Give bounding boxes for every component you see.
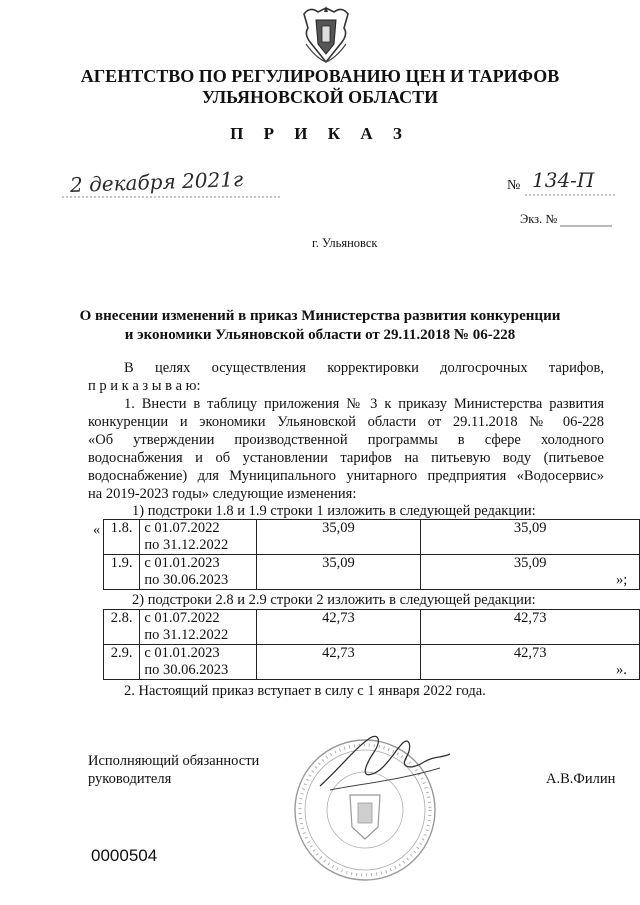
table2: [103, 609, 640, 680]
period-cell: [140, 645, 256, 680]
item1-last-line: на 2019-2023 годы» следующие изменения:: [88, 486, 357, 502]
table1-close-mark: »;: [616, 572, 628, 588]
subitem2-text: 2) подстроки 2.8 и 2.9 строки 2 изложить в следующей редакции:: [132, 592, 536, 608]
number-label: №: [507, 178, 521, 193]
row-number: 1.8.: [104, 520, 140, 555]
coat-of-arms-emblem: [296, 4, 356, 66]
period-to: по 30.06.2023: [144, 662, 229, 678]
tariff-value-1: 42,73: [256, 610, 421, 645]
copy-number-underline: [560, 224, 612, 228]
copy-number-label: Экз. №: [520, 212, 558, 226]
subject-line1: О внесении изменений в приказ Министерства развития конкуренции: [79, 308, 561, 324]
table-row: [104, 610, 640, 645]
period-cell: [140, 520, 256, 555]
period-to: по 31.12.2022: [144, 537, 229, 553]
serial-number: 0000504: [91, 846, 158, 865]
document-type-title: П Р И К А З: [230, 124, 410, 143]
tariff-value-2: 35,09: [421, 520, 640, 555]
signer-position-line1: Исполняющий обязанности: [88, 753, 260, 769]
tariff-value-2: 42,73: [421, 610, 640, 645]
tariff-value-1: 42,73: [256, 645, 421, 680]
period-from: с 01.07.2022: [144, 520, 220, 536]
row-number: 1.9.: [104, 555, 140, 590]
tariff-value-1: 35,09: [256, 555, 421, 590]
item1-line4: водоснабжения и об установлении тарифов на питьевую воду (питьевое: [88, 450, 604, 466]
table-row: [104, 645, 640, 680]
number-underline: [525, 193, 615, 197]
table-row: [104, 520, 640, 555]
tariff-value-2: 35,09: [421, 555, 640, 590]
date-underline: [62, 195, 282, 199]
document-number-handwritten: 134-П: [532, 168, 595, 192]
order-word: п р и к а з ы в а ю:: [88, 378, 201, 394]
row-number: 2.8.: [104, 610, 140, 645]
city: г. Ульяновск: [312, 236, 378, 250]
table2-close-mark: ».: [616, 662, 627, 678]
subject-line2: и экономики Ульяновской области от 29.11.2018 № 06-228: [124, 327, 516, 343]
item1-line5: водоснабжение) для Муниципального унитарного предприятия «Водосервис»: [88, 468, 604, 484]
preamble: В целях осуществления корректировки долгосрочных тарифов,: [124, 360, 604, 376]
item1-line2: конкуренции и экономики Ульяновской области от 29.11.2018 № 06-228: [88, 414, 604, 430]
handwritten-signature: [300, 728, 460, 798]
signer-position-line2: руководителя: [88, 771, 172, 787]
period-cell: [140, 610, 256, 645]
period-to: по 30.06.2023: [144, 572, 229, 588]
agency-name-line2: УЛЬЯНОВСКОЙ ОБЛАСТИ: [201, 87, 439, 107]
document-date-handwritten: 2 декабря 2021г: [69, 166, 244, 198]
period-from: с 01.01.2023: [144, 645, 220, 661]
signer-name: А.В.Филин: [546, 771, 616, 787]
item1-line1: 1. Внести в таблицу приложения № 3 к приказу Министерства развития: [124, 396, 604, 412]
table-row: [104, 555, 640, 590]
period-cell: [140, 555, 256, 590]
item2-text: 2. Настоящий приказ вступает в силу с 1 января 2022 года.: [124, 683, 486, 699]
period-from: с 01.01.2023: [144, 555, 220, 571]
subitem1-text: 1) подстроки 1.8 и 1.9 строки 1 изложить в следующей редакции:: [132, 503, 536, 519]
tariff-value-2: 42,73: [421, 645, 640, 680]
table1: [103, 519, 640, 590]
period-to: по 31.12.2022: [144, 627, 229, 643]
period-from: с 01.07.2022: [144, 610, 220, 626]
item1-line3: «Об утверждении производственной программы в сфере холодного: [88, 432, 604, 448]
tariff-value-1: 35,09: [256, 520, 421, 555]
row-number: 2.9.: [104, 645, 140, 680]
table1-open-quote: «: [93, 522, 101, 538]
agency-name-line1: АГЕНТСТВО ПО РЕГУЛИРОВАНИЮ ЦЕН И ТАРИФОВ: [80, 66, 560, 86]
